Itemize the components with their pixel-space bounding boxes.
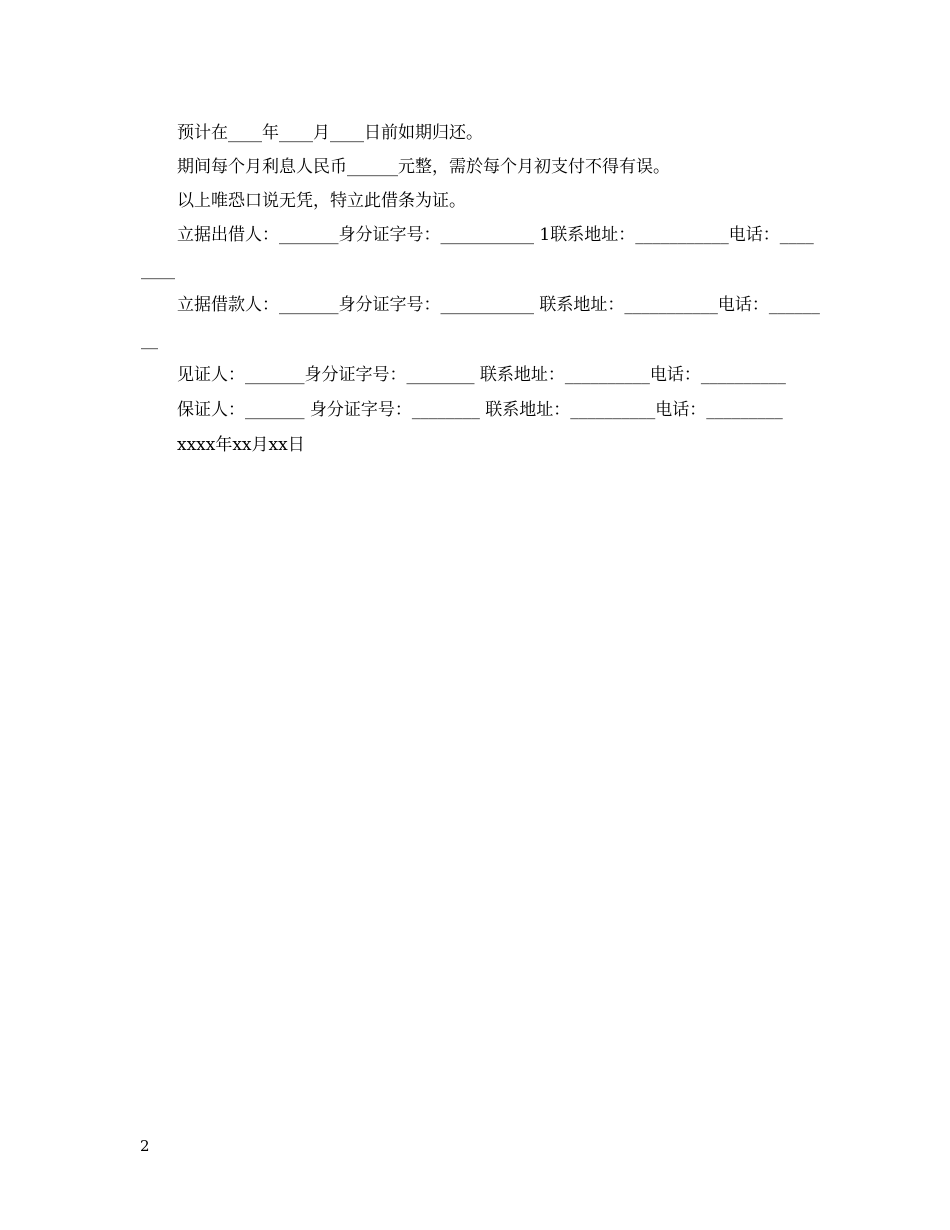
borrower-info-paragraph: 立据借款人：_______身分证字号：___________ 联系地址：___________电话：________ (141, 295, 820, 350)
interest-paragraph: 期间每个月利息人民币______元整，需於每个月初支付不得有误。 (177, 157, 670, 177)
repayment-date-paragraph: 预计在____年____月____日前如期归还。 (177, 123, 483, 143)
document-body (141, 116, 821, 462)
witness-info-paragraph: 见证人：_______身分证字号：________ 联系地址：__________电话：__________ (177, 365, 786, 385)
declaration-paragraph: 以上唯恐口说无凭，特立此借条为证。 (177, 191, 466, 211)
date-line: xxxx年xx月xx日 (177, 435, 305, 455)
lender-info-paragraph: 立据出借人：_______身分证字号：___________ 1联系地址：___________电话：________ (141, 225, 814, 280)
guarantor-info-paragraph: 保证人：_______ 身分证字号：________ 联系地址：__________电话：_________ (177, 400, 783, 420)
page-number: 2 (140, 1137, 150, 1155)
